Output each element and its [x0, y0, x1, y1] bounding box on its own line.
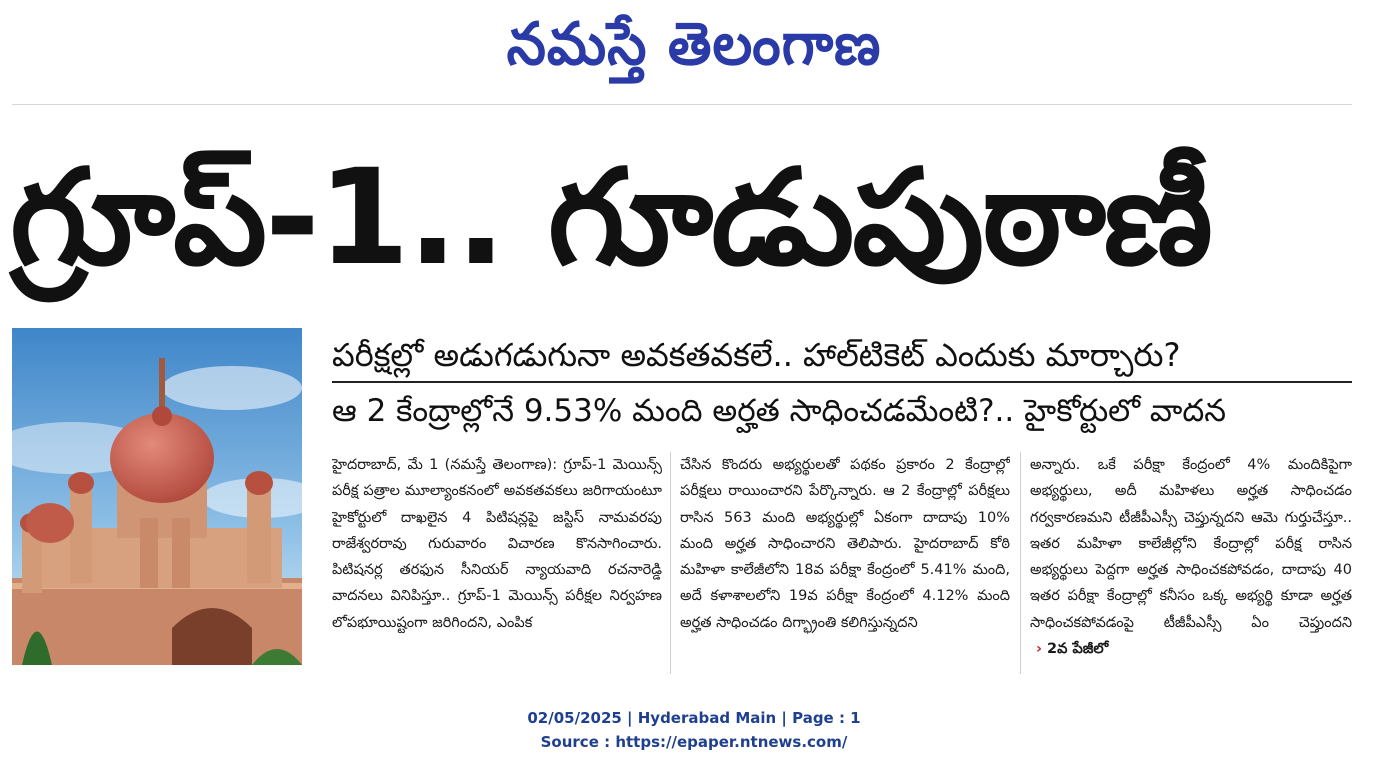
- continued-label: 2వ పేజీలో: [1047, 641, 1109, 658]
- chevron-right-icon: ›: [1036, 641, 1042, 658]
- article-column-1: హైదరాబాద్, మే 1 (నమస్తే తెలంగాణ): గ్రూప్-1 మెయిన్స్ పరీక్ష పత్రాల మూల్యాంకనంలో అవకతవకలు జరిగాయంటూ హైకోర్టులో దాఖలైన 4 పిటిషన్లపై జస్టిస్ నామవరపు రాజేశ్వరరావు గురువారం విచారణ కొనసాగించారు. పిటిషనర్ల తరఫున సీనియర్ న్యాయవాది రచనారెడ్డి వాదనలు వినిపిస్తూ.. గ్రూప్-1 మెయిన్స్ పరీక్షల నిర్వహణ లోపభూయిష్టంగా జరిగిందని, ఎంపిక: [332, 457, 662, 631]
- subheadline-divider: [332, 381, 1352, 383]
- continued-link[interactable]: [1036, 641, 1108, 657]
- high-court-photo: [12, 328, 302, 665]
- article-headline: గ్రూప్-1.. గూడుపుఠాణీ: [10, 141, 1211, 295]
- footer-source[interactable]: Source : https://epaper.ntnews.com/: [540, 733, 848, 751]
- article-column-2: చేసిన కొందరు అభ్యర్థులతో పథకం ప్రకారం 2 కేంద్రాల్లో పరీక్షలు రాయించారని పేర్కొన్నారు. ఆ 2 కేంద్రాల్లో పరీక్షలు రాసిన 563 మంది అభ్యర్థుల్లో ఏకంగా దాదాపు 10% మంది అర్హత సాధించారని తెలిపారు. హైదరాబాద్ కోఠి మహిళా కాలేజీలోని 18వ పరీక్షా కేంద్రంలో 5.41% మంది, అదే కళాశాలలోని 19వ పరీక్షా కేంద్రంలో 4.12% మంది అర్హత సాధించడం దిగ్భ్రాంతి కలిగిస్తున్నదని: [680, 457, 1010, 631]
- article-column-3-text: అన్నారు. ఒకే పరీక్షా కేంద్రంలో 4% మందికిపైగా అభ్యర్థులు, అదీ మహిళలు అర్హత సాధించడం గర్వకారణమని టీజీపీఎస్సీ చెప్తున్నదని ఆమె గుర్తుచేస్తూ.. ఇతర మహిళా కాలేజీల్లోని కేంద్రాల్లో పరీక్ష రాసిన అభ్యర్థులు పెద్దగా అర్హత సాధించకపోవడం, దాదాపు 40 ఇతర పరీక్షా కేంద్రాల్లో కనీసం ఒక్క అభ్యర్థి కూడా అర్హత సాధించకపోవడంపై టీజీపీఎస్సీ ఏం చెప్తుందని: [1030, 457, 1352, 631]
- masthead: [0, 0, 1388, 90]
- masthead-divider: [12, 104, 1352, 105]
- footer-edition-info: 02/05/2025 | Hyderabad Main | Page : 1: [527, 709, 861, 727]
- column-divider: [670, 452, 671, 674]
- article-column-3: [1030, 452, 1352, 678]
- article-subheadline-1: పరీక్షల్లో అడుగడుగునా అవకతవకలే.. హాల్‌టికెట్ ఎందుకు మార్చారు?: [332, 336, 1181, 374]
- column-divider: [1020, 452, 1021, 674]
- page-footer: [0, 706, 1388, 754]
- article-subheadline-2: ఆ 2 కేంద్రాల్లోనే 9.53% మంది అర్హత సాధించడమేంటి?.. హైకోర్టులో వాదన: [332, 393, 1227, 429]
- newspaper-logo: నమస్తే తెలంగాణ: [506, 10, 882, 79]
